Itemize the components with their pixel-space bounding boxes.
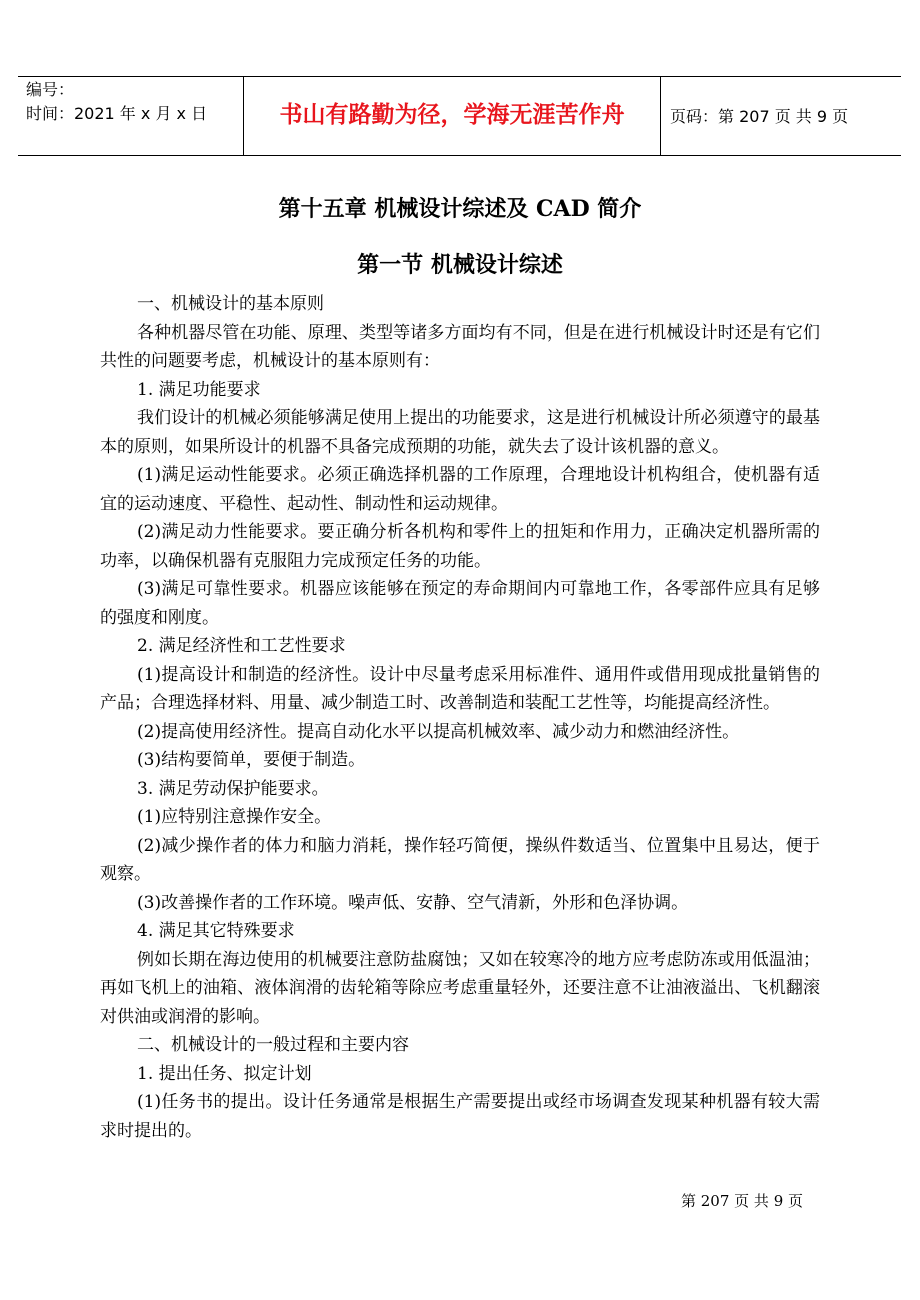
header-bottom-rule — [18, 155, 901, 156]
paragraph: 我们设计的机械必须能够满足使用上提出的功能要求，这是进行机械设计所必须遵守的最基本的原则，如果所设计的机器不具备完成预期的功能，就失去了设计该机器的意义。 — [100, 408, 820, 457]
header-time-label: 时间：2021 年 x 月 x 日 — [26, 104, 208, 123]
list-item: (1)提高设计和制造的经济性。设计中尽量考虑采用标准件、通用件或借用现成批量销售的产品；合理选择材料、用量、减少制造工时、改善制造和装配工艺性等，均能提高经济性。 — [100, 664, 820, 713]
section-title: 第一节 机械设计综述 — [357, 252, 563, 278]
heading-principles: 一、机械设计的基本原则 — [137, 294, 324, 314]
list-item: (3)改善操作者的工作环境。噪声低、安静、空气清新，外形和色泽协调。 — [137, 892, 689, 913]
subheading-function: 1. 满足功能要求 — [137, 379, 261, 400]
subheading-task: 1. 提出任务、拟定计划 — [137, 1063, 312, 1084]
document-body — [100, 290, 820, 1145]
list-item: (2)减少操作者的体力和脑力消耗，操作轻巧简便，操纵件数适当、位置集中且易达，便于观察。 — [100, 835, 820, 884]
subheading-labor: 3. 满足劳动保护能要求。 — [137, 778, 329, 799]
header-motto: 书山有路勤为径，学海无涯苦作舟 — [279, 102, 625, 128]
list-item: (3)结构要简单，要便于制造。 — [137, 750, 366, 770]
page-footer: 第 207 页 共 9 页 — [681, 1192, 804, 1210]
list-item: (1)满足运动性能要求。必须正确选择机器的工作原理，合理地设计机构组合，使机器有适宜的运动速度、平稳性、起动性、制动性和运动规律。 — [100, 465, 820, 514]
paragraph: 各种机器尽管在功能、原理、类型等诸多方面均有不同，但是在进行机械设计时还是有它们共性的问题要考虑，机械设计的基本原则有： — [100, 322, 820, 371]
chapter-title: 第十五章 机械设计综述及 CAD 简介 — [278, 196, 642, 222]
subheading-economy: 2. 满足经济性和工艺性要求 — [137, 636, 346, 656]
list-item: (1)应特别注意操作安全。 — [137, 807, 332, 827]
header-top-rule — [18, 76, 901, 77]
header-number-label: 编号： — [26, 80, 75, 99]
paragraph: 例如长期在海边使用的机械要注意防盐腐蚀；又如在较寒冷的地方应考虑防冻或用低温油；再如飞机上的油箱、液体润滑的齿轮箱等除应考虑重量轻外，还要注意不让油液溢出、飞机翻滚对供油或润滑的影响。 — [100, 949, 820, 1027]
header-divider-right — [660, 76, 661, 155]
list-item: (2)提高使用经济性。提高自动化水平以提高机械效率、减少动力和燃油经济性。 — [137, 721, 740, 742]
list-item: (3)满足可靠性要求。机器应该能够在预定的寿命期间内可靠地工作，各零部件应具有足够的强度和刚度。 — [100, 579, 820, 628]
list-item: (2)满足动力性能要求。要正确分析各机构和零件上的扭矩和作用力，正确决定机器所需的功率，以确保机器有克服阻力完成预定任务的功能。 — [100, 522, 820, 571]
subheading-special: 4. 满足其它特殊要求 — [137, 921, 295, 941]
heading-process: 二、机械设计的一般过程和主要内容 — [137, 1035, 409, 1055]
list-item: (1)任务书的提出。设计任务通常是根据生产需要提出或经市场调查发现某种机器有较大需求时提出的。 — [100, 1092, 820, 1141]
header-page-code: 页码：第 207 页 共 9 页 — [670, 107, 849, 126]
